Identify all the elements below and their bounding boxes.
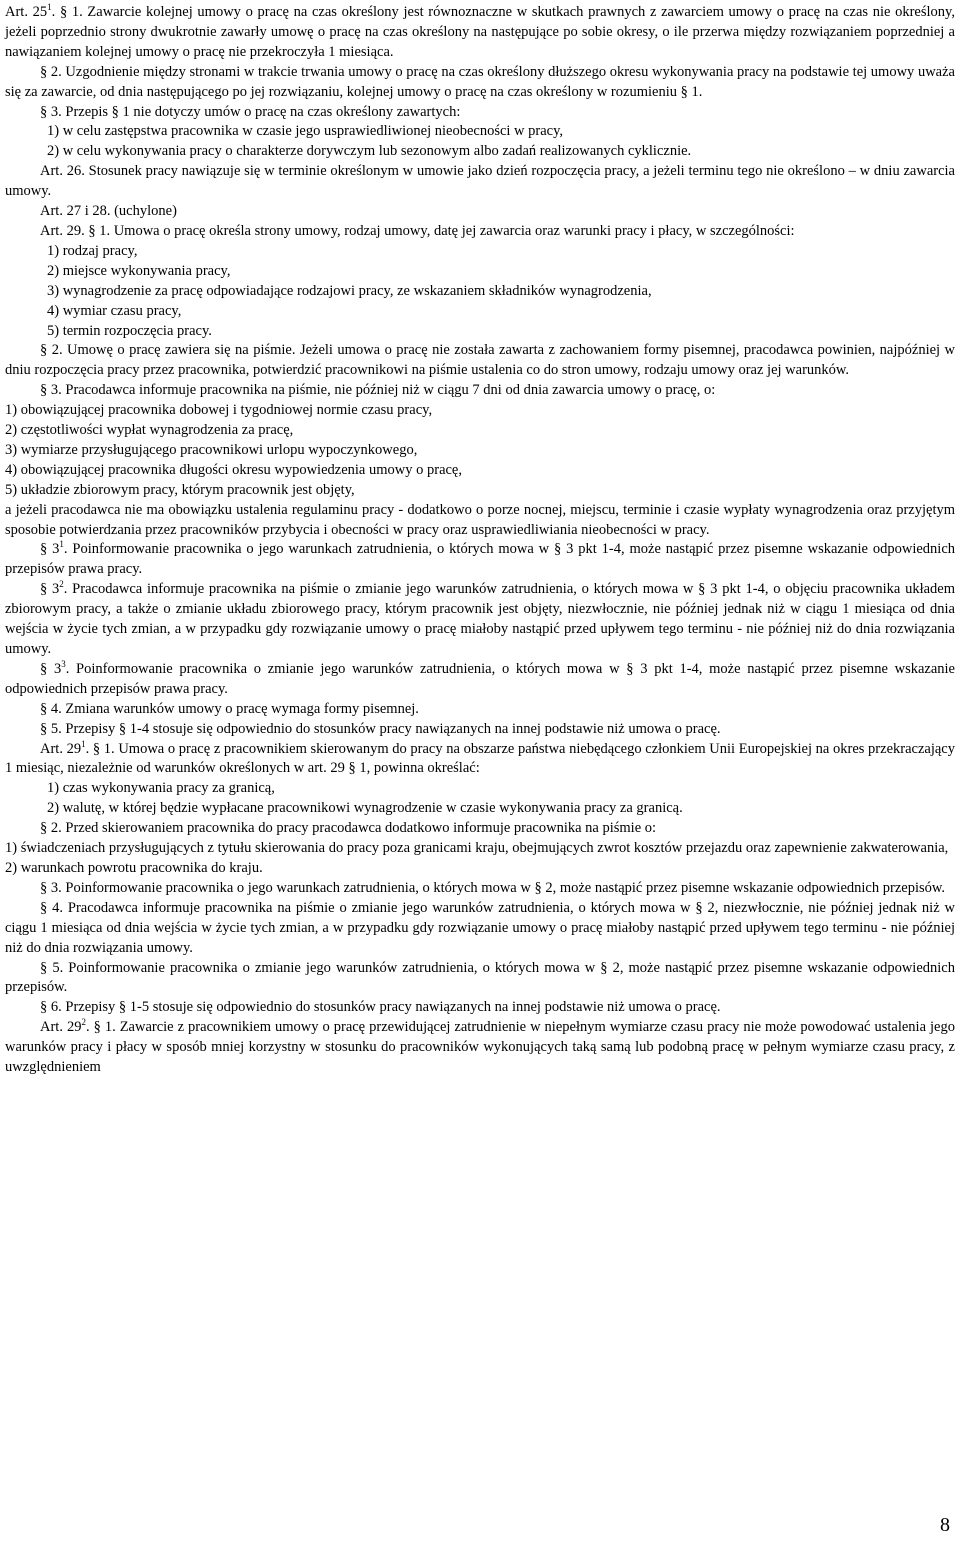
list-item [5, 242, 955, 262]
paragraph [5, 222, 955, 242]
paragraph [5, 899, 955, 959]
paragraph-text: 1) czas wykonywania pracy za granicą, [47, 780, 275, 797]
page-number: 8 [940, 1514, 950, 1536]
paragraph [5, 959, 955, 999]
paragraph-text: 2) miejsce wykonywania pracy, [47, 262, 231, 279]
paragraph-text: 4) wymiar czasu pracy, [47, 302, 182, 319]
paragraph [5, 580, 955, 660]
paragraph-text: 2) walutę, w której będzie wypłacane pracownikowi wynagrodzenie w czasie wykonywania pracy za granicą. [47, 800, 683, 817]
paragraph-text: § 2. Uzgodnienie między stronami w trakcie trwania umowy o pracę na czas określony dłuższego okresu wykonywania pracy na podstawie tej umowy uważa się za zawarcie, od dnia następującego po jej rozwiązaniu, kolejnej umowy o pracę na czas określony w rozumieniu § 1. [5, 63, 955, 100]
paragraph [5, 103, 955, 123]
section-lead: Art. 29 [40, 1019, 82, 1036]
list-item [5, 859, 955, 879]
paragraph [5, 63, 955, 103]
paragraph-text: . § 1. Zawarcie z pracownikiem umowy o pracę przewidującej zatrudnienie w niepełnym wymiarze czasu pracy nie może powodować ustalenia jego warunków pracy i płacy w sposób mniej korzystny w stosunku do pracowników wykonujących taką samą lub podobną pracę w pełnym wymiarze czasu pracy, z uwzględnieniem [5, 1019, 955, 1076]
paragraph-text: 3) wymiarze przysługującego pracownikowi urlopu wypoczynkowego, [5, 441, 418, 458]
paragraph [5, 1018, 955, 1078]
paragraph-text: Art. 27 i 28. (uchylone) [40, 203, 177, 220]
paragraph-text: 1) rodzaj pracy, [47, 242, 138, 259]
paragraph-text: § 5. Poinformowanie pracownika o zmianie jego warunków zatrudnienia, o których mowa w § 2, może nastąpić przez pisemne wskazanie odpowiednich przepisów. [5, 959, 955, 996]
paragraph-text: § 6. Przepisy § 1-5 stosuje się odpowiednio do stosunków pracy nawiązanych na innej podstawie niż umowa o pracę. [40, 999, 721, 1016]
paragraph-text: § 4. Pracodawca informuje pracownika na piśmie o zmianie jego warunków zatrudnienia, o których mowa w § 2, niezwłocznie, nie później jednak niż w ciągu 1 miesiąca od dnia wejścia w życie tych zmian, a w przypadku gdy rozwiązanie umowy o pracę miałoby nastąpić przed upływem tego terminu - nie później niż do dnia rozwiązania umowy. [5, 899, 955, 956]
paragraph [5, 740, 955, 780]
paragraph [5, 720, 955, 740]
paragraph-text: . Poinformowanie pracownika o jego warunkach zatrudnienia, o których mowa w § 3 pkt 1-4, może nastąpić przez pisemne wskazanie odpowiednich przepisów prawa pracy. [5, 541, 956, 578]
paragraph-text: § 5. Przepisy § 1-4 stosuje się odpowiednio do stosunków pracy nawiązanych na innej podstawie niż umowa o pracę. [40, 720, 721, 737]
paragraph-text: Art. 29. § 1. Umowa o pracę określa strony umowy, rodzaj umowy, datę jej zawarcia oraz warunki pracy i płacy, w szczególności: [40, 222, 795, 239]
paragraph-text: . Poinformowanie pracownika o zmianie jego warunków zatrudnienia, o których mowa w § 3 pkt 1-4, może nastąpić przez pisemne wskazanie odpowiednich przepisów prawa pracy. [5, 660, 955, 697]
paragraph-text: 1) w celu zastępstwa pracownika w czasie jego usprawiedliwionej nieobecności w pracy, [47, 123, 564, 140]
paragraph-text: § 3. Przepis § 1 nie dotyczy umów o pracę na czas określony zawartych: [40, 103, 461, 120]
section-lead: § 3 [40, 581, 60, 598]
paragraph [5, 162, 955, 202]
list-item [5, 421, 955, 441]
paragraph [5, 381, 955, 401]
paragraph [5, 3, 955, 63]
list-item [5, 262, 955, 282]
section-lead: § 3 [40, 541, 60, 558]
paragraph [5, 998, 955, 1018]
paragraph [5, 501, 955, 541]
paragraph-text: § 2. Przed skierowaniem pracownika do pracy pracodawca dodatkowo informuje pracownika na piśmie o: [40, 820, 657, 837]
list-item [5, 282, 955, 302]
paragraph-text: 1) obowiązującej pracownika dobowej i tygodniowej normie czasu pracy, [5, 402, 433, 419]
superscript: 2 [59, 579, 64, 590]
section-lead: Art. 29 [40, 740, 82, 757]
superscript: 1 [59, 539, 64, 550]
paragraph-text: . § 1. Zawarcie kolejnej umowy o pracę na czas określony jest równoznaczne w skutkach prawnych z zawarciem umowy o pracę na czas nie określony, jeżeli poprzednio strony dwukrotnie zawarły umowę o pracę na czas określony na następujące po sobie okresy, o ile przerwa między rozwiązaniem poprzedniej a nawiązaniem kolejnej umowy o pracę nie przekroczyła 1 miesiąca. [5, 4, 955, 60]
paragraph-text: Art. 26. Stosunek pracy nawiązuje się w terminie określonym w umowie jako dzień rozpoczęcia pracy, a jeżeli terminu tego nie określono – w dniu zawarcia umowy. [5, 163, 955, 200]
section-lead: Art. 25 [5, 4, 48, 20]
list-item [5, 481, 955, 501]
document-body [5, 3, 955, 1078]
paragraph-text: a jeżeli pracodawca nie ma obowiązku ustalenia regulaminu pracy - dodatkowo o porze nocnej, miejscu, terminie i czasie wypłaty wynagrodzenia oraz przyjętym sposobie potwierdzania przez pracowników przybycia i obecności w pracy oraz usprawiedliwiania nieobecności w pracy. [5, 501, 955, 538]
paragraph-text: 2) częstotliwości wypłat wynagrodzenia za pracę, [5, 422, 294, 439]
list-item [5, 142, 955, 162]
list-item [5, 799, 955, 819]
paragraph-text: 4) obowiązującej pracownika długości okresu wypowiedzenia umowy o pracę, [5, 461, 462, 478]
paragraph [5, 660, 955, 700]
superscript: 1 [81, 738, 86, 749]
paragraph-text: § 4. Zmiana warunków umowy o pracę wymaga formy pisemnej. [40, 700, 419, 717]
superscript: 1 [47, 2, 52, 12]
paragraph-text: 2) w celu wykonywania pracy o charakterze dorywczym lub sezonowym albo zadań realizowanych cyklicznie. [47, 143, 692, 160]
paragraph-text: 5) termin rozpoczęcia pracy. [47, 322, 212, 339]
list-item [5, 322, 955, 342]
paragraph [5, 819, 955, 839]
superscript: 2 [81, 1017, 86, 1028]
paragraph-text: § 3. Poinformowanie pracownika o jego warunkach zatrudnienia, o których mowa w § 2, może nastąpić przez pisemne wskazanie odpowiednich przepisów. [40, 879, 946, 896]
list-item [5, 461, 955, 481]
paragraph-text: 5) układzie zbiorowym pracy, którym pracownik jest objęty, [5, 481, 355, 498]
list-item [5, 441, 955, 461]
list-item [5, 122, 955, 142]
paragraph-text: 1) świadczeniach przysługujących z tytułu skierowania do pracy poza granicami kraju, obejmujących zwrot kosztów przejazdu oraz zapewnienie zakwaterowania, [5, 840, 949, 857]
paragraph-text: 3) wynagrodzenie za pracę odpowiadające rodzajowi pracy, ze wskazaniem składników wynagrodzenia, [47, 282, 652, 299]
list-item [5, 779, 955, 799]
paragraph [5, 540, 955, 580]
paragraph-text: 2) warunkach powrotu pracownika do kraju. [5, 859, 263, 876]
section-lead: § 3 [40, 660, 62, 677]
paragraph [5, 700, 955, 720]
paragraph-text: § 2. Umowę o pracę zawiera się na piśmie. Jeżeli umowa o pracę nie została zawarta z zachowaniem formy pisemnej, pracodawca powinien, najpóźniej w dniu rozpoczęcia pracy przez pracownika, potwierdzić pracownikowi na piśmie ustalenia co do stron umowy, rodzaju umowy oraz jej warunków. [5, 342, 955, 379]
list-item [5, 839, 955, 859]
paragraph-text: . Pracodawca informuje pracownika na piśmie o zmianie jego warunków zatrudnienia, o których mowa w § 3 pkt 1-4, o objęciu pracownika układem zbiorowym pracy, a także o zmianie układu zbiorowego pracy, którym pracownik jest objęty, niezwłocznie, nie później jednak niż w ciągu 1 miesiąca od dnia wejścia w życie tych zmian, a w przypadku gdy rozwiązanie umowy o pracę miałoby nastąpić przed upływem tego terminu - nie później niż do dnia rozwiązania umowy. [5, 581, 956, 657]
paragraph [5, 879, 955, 899]
superscript: 3 [61, 658, 66, 669]
paragraph [5, 341, 955, 381]
paragraph-text: § 3. Pracodawca informuje pracownika na piśmie, nie później niż w ciągu 7 dni od dnia zawarcia umowy o pracę, o: [40, 382, 716, 399]
paragraph [5, 202, 955, 222]
paragraph-text: . § 1. Umowa o pracę z pracownikiem skierowanym do pracy na obszarze państwa niebędącego członkiem Unii Europejskiej na okres przekraczający 1 miesiąc, niezależnie od warunków określonych w art. 29 § 1, powinna określać: [5, 740, 955, 777]
list-item [5, 401, 955, 421]
list-item [5, 302, 955, 322]
